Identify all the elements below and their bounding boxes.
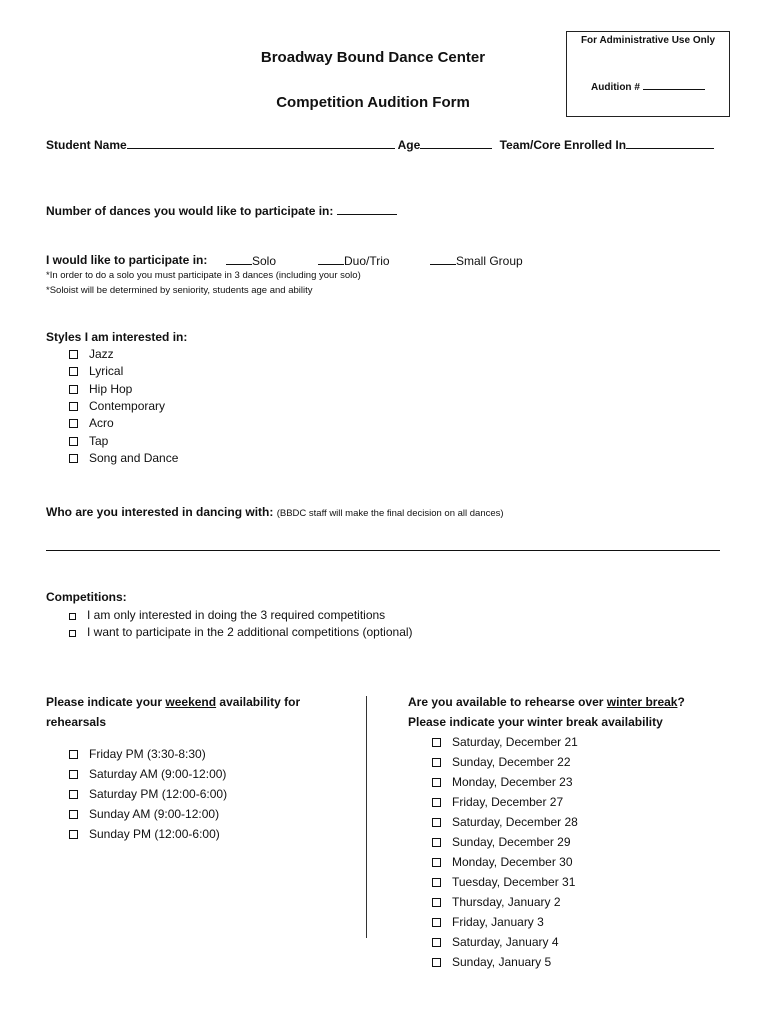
winter-item-label: Thursday, January 2 (452, 895, 561, 909)
checkbox[interactable] (69, 630, 76, 637)
style-label: Tap (89, 434, 109, 448)
dances-field[interactable] (337, 203, 397, 215)
form-title: Competition Audition Form (276, 94, 470, 111)
audition-label: Audition # (591, 82, 640, 93)
checkbox[interactable] (69, 402, 78, 411)
weekend-item[interactable] (69, 787, 227, 801)
solo-blank[interactable] (226, 253, 252, 265)
winter-label: Please indicate your winter break availability (408, 715, 663, 729)
age-label: Age (397, 138, 421, 152)
checkbox[interactable] (432, 758, 441, 767)
winter-item[interactable] (432, 895, 561, 909)
weekend-item-label: Saturday AM (9:00-12:00) (89, 767, 227, 781)
winter-item-label: Saturday, December 21 (452, 735, 578, 749)
weekend-label-post: availability for (216, 695, 301, 709)
dancing-with-row (46, 505, 504, 519)
participate-label: I would like to participate in: (46, 253, 208, 267)
option-duo-trio[interactable] (318, 253, 390, 268)
weekend-item-label: Saturday PM (12:00-6:00) (89, 787, 228, 801)
audition-number-field[interactable] (643, 78, 705, 90)
winter-question-underlined: winter break (606, 695, 678, 709)
checkbox[interactable] (69, 350, 78, 359)
winter-item[interactable] (432, 835, 571, 849)
checkbox[interactable] (432, 958, 441, 967)
option-small-group[interactable] (430, 253, 523, 268)
checkbox[interactable] (69, 454, 78, 463)
style-item-lyrical[interactable] (69, 364, 123, 378)
winter-item[interactable] (432, 795, 563, 809)
dancing-with-label: Who are you interested in dancing with: (46, 505, 274, 519)
age-field[interactable] (420, 137, 492, 149)
team-label: Team/Core Enrolled In (499, 138, 627, 152)
competition-label: I want to participate in the 2 additional competitions (optional) (87, 625, 413, 639)
checkbox[interactable] (69, 385, 78, 394)
checkbox[interactable] (432, 898, 441, 907)
style-item-tap[interactable] (69, 434, 108, 448)
student-row (46, 137, 714, 152)
checkbox[interactable] (432, 838, 441, 847)
winter-item-label: Sunday, January 5 (452, 955, 552, 969)
duo-trio-label: Duo/Trio (344, 254, 390, 268)
style-item-acro[interactable] (69, 416, 114, 430)
admin-title: For Administrative Use Only (580, 35, 716, 46)
dancing-with-answer-line[interactable] (46, 550, 720, 551)
styles-label: Styles I am interested in: (46, 330, 188, 344)
weekend-label (46, 695, 300, 709)
page-title: Broadway Bound Dance Center (260, 49, 486, 66)
winter-item[interactable] (432, 775, 573, 789)
weekend-label-line2: rehearsals (46, 715, 107, 729)
style-label: Jazz (89, 347, 114, 361)
checkbox[interactable] (432, 798, 441, 807)
style-label: Contemporary (89, 399, 166, 413)
weekend-item-label: Friday PM (3:30-8:30) (89, 747, 206, 761)
style-item-contemporary[interactable] (69, 399, 165, 413)
checkbox[interactable] (69, 613, 76, 620)
checkbox[interactable] (432, 778, 441, 787)
winter-item[interactable] (432, 735, 578, 749)
soloist-note: *Soloist will be determined by seniority, students age and ability (46, 285, 313, 296)
dances-label: Number of dances you would like to participate in: (46, 204, 334, 218)
style-label: Song and Dance (89, 451, 179, 465)
checkbox[interactable] (69, 419, 78, 428)
option-solo[interactable] (226, 253, 276, 268)
weekend-item[interactable] (69, 807, 219, 821)
winter-item[interactable] (432, 875, 575, 889)
winter-item-label: Monday, December 23 (452, 775, 573, 789)
competition-label: I am only interested in doing the 3 required competitions (87, 608, 386, 622)
small-group-blank[interactable] (430, 253, 456, 265)
winter-item[interactable] (432, 935, 559, 949)
column-divider (366, 696, 367, 938)
solo-label: Solo (252, 254, 277, 268)
checkbox[interactable] (69, 437, 78, 446)
weekend-item[interactable] (69, 767, 226, 781)
winter-question (408, 695, 685, 709)
duo-trio-blank[interactable] (318, 253, 344, 265)
winter-item[interactable] (432, 915, 544, 929)
checkbox[interactable] (69, 770, 78, 779)
competitions-label: Competitions: (46, 590, 127, 604)
style-label: Acro (89, 416, 114, 430)
small-group-label: Small Group (456, 254, 523, 268)
winter-item[interactable] (432, 855, 573, 869)
checkbox[interactable] (69, 830, 78, 839)
style-item-jazz[interactable] (69, 347, 114, 361)
style-item-song-and-dance[interactable] (69, 451, 178, 465)
winter-question-pre: Are you available to rehearse over (408, 695, 607, 709)
weekend-label-underlined: weekend (165, 695, 217, 709)
winter-item-label: Friday, January 3 (452, 915, 544, 929)
weekend-label-pre: Please indicate your (46, 695, 166, 709)
weekend-item-label: Sunday AM (9:00-12:00) (89, 807, 220, 821)
team-field[interactable] (626, 137, 714, 149)
dances-row (46, 203, 397, 218)
winter-item[interactable] (432, 955, 551, 969)
weekend-item-label: Sunday PM (12:00-6:00) (89, 827, 220, 841)
checkbox[interactable] (432, 738, 441, 747)
checkbox[interactable] (432, 918, 441, 927)
checkbox[interactable] (69, 367, 78, 376)
checkbox[interactable] (69, 790, 78, 799)
winter-item-label: Friday, December 27 (452, 795, 564, 809)
winter-item-label: Sunday, December 29 (452, 835, 571, 849)
style-label: Lyrical (89, 364, 124, 378)
audition-number (591, 78, 705, 93)
checkbox[interactable] (69, 810, 78, 819)
style-label: Hip Hop (89, 382, 133, 396)
student-name-label: Student Name (46, 138, 127, 152)
checkbox[interactable] (69, 750, 78, 759)
participate-row (46, 253, 207, 267)
winter-item[interactable] (432, 755, 571, 769)
checkbox[interactable] (432, 858, 441, 867)
winter-item-label: Saturday, January 4 (452, 935, 559, 949)
competition-item-additional[interactable] (69, 625, 413, 639)
winter-item-label: Sunday, December 22 (452, 755, 571, 769)
checkbox[interactable] (432, 818, 441, 827)
checkbox[interactable] (432, 938, 441, 947)
student-name-field[interactable] (127, 137, 395, 149)
winter-item-label: Tuesday, December 31 (452, 875, 576, 889)
weekend-item[interactable] (69, 747, 206, 761)
winter-question-post: ? (677, 695, 685, 709)
winter-item[interactable] (432, 815, 578, 829)
solo-note: *In order to do a solo you must participate in 3 dances (including your solo) (46, 270, 361, 281)
dancing-with-note: (BBDC staff will make the final decision on all dances) (276, 508, 504, 519)
winter-item-label: Monday, December 30 (452, 855, 573, 869)
checkbox[interactable] (432, 878, 441, 887)
winter-item-label: Saturday, December 28 (452, 815, 578, 829)
weekend-item[interactable] (69, 827, 220, 841)
style-item-hip-hop[interactable] (69, 382, 132, 396)
competition-item-required[interactable] (69, 608, 385, 622)
